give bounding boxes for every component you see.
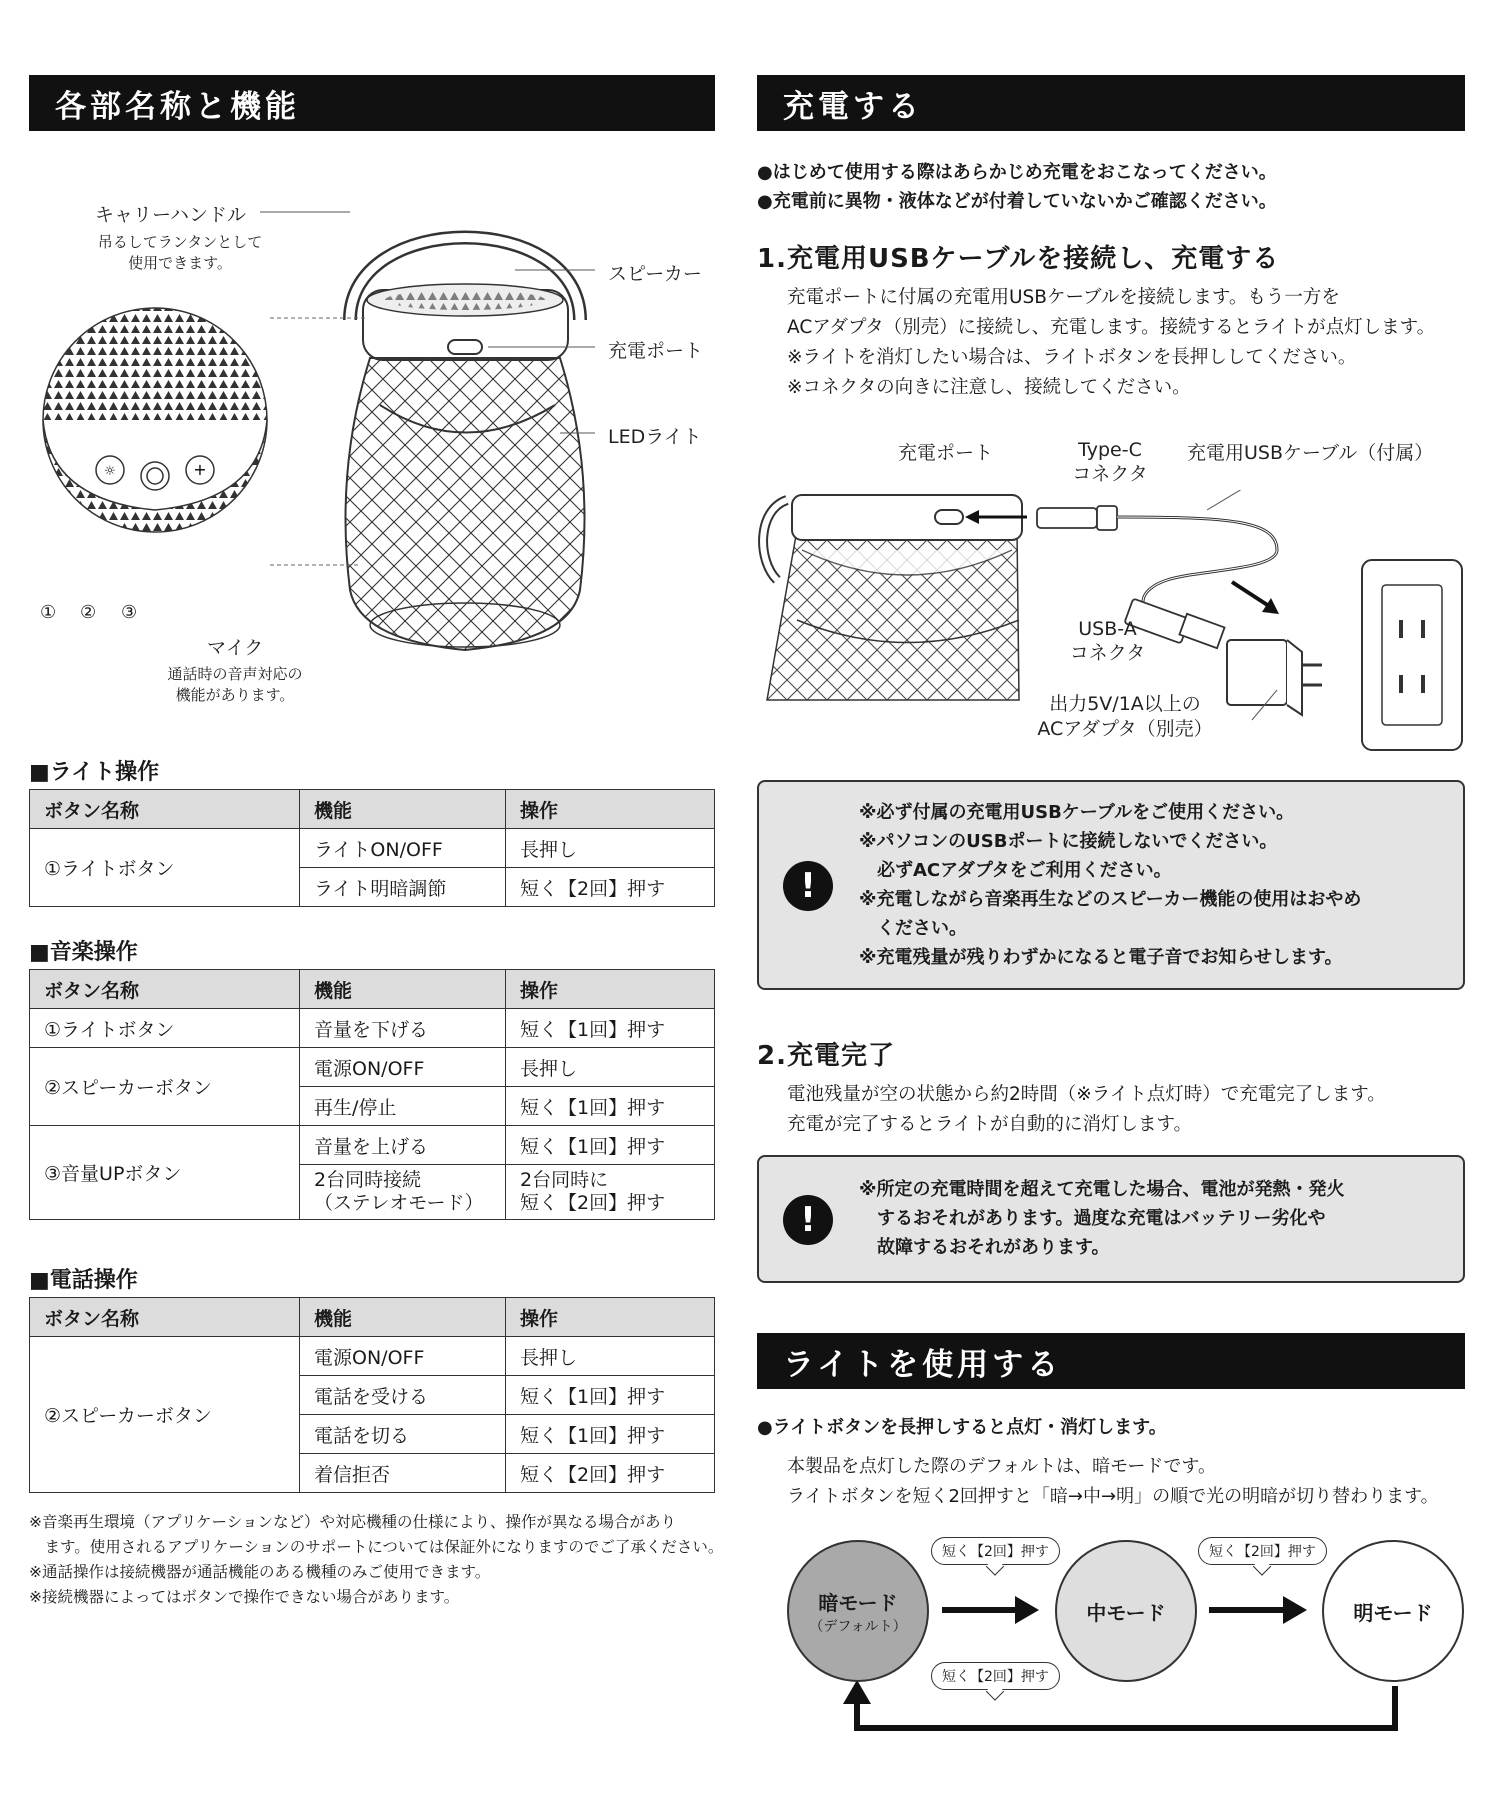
charge-banner: 充電する: [757, 75, 1465, 131]
cell-function-line: （ステレオモード）: [314, 1192, 484, 1214]
music-ops-title: ■音楽操作: [29, 940, 138, 965]
warning-line: ※充電残量が残りわずかになると電子音でお知らせします。: [859, 947, 1343, 968]
cell-function: 電源ON/OFF: [300, 1337, 506, 1376]
step1-body: [787, 283, 1477, 403]
warning-text-1: [859, 798, 1459, 972]
cell-action: 短く【1回】押す: [506, 1376, 715, 1415]
cell-action: 短く【1回】押す: [506, 1126, 715, 1165]
step2-line: 充電が完了するとライトが自動的に消灯します。: [787, 1114, 1192, 1135]
usba-line: USB-A: [1078, 618, 1137, 640]
cell-function-line: 2台同時接続: [314, 1169, 422, 1191]
mode-bright: [1322, 1540, 1464, 1682]
label-port: 充電ポート: [608, 340, 704, 362]
footnote: ます。使用されるアプリケーションのサポートについては保証外になりますのでご了承ください。: [29, 1538, 724, 1556]
cell-function: ライトON/OFF: [300, 829, 506, 868]
diagram-cable-label: 充電用USBケーブル（付属）: [1187, 442, 1434, 464]
svg-text:☼: ☼: [104, 464, 116, 479]
diagram-adapter-label: [1030, 692, 1220, 742]
header-function: 機能: [300, 970, 506, 1009]
light-body: [787, 1452, 1487, 1512]
label-button-2: ②: [80, 602, 97, 623]
typec-line: コネクタ: [1072, 463, 1148, 485]
cell-action: 長押し: [506, 1337, 715, 1376]
warning-line: するおそれがあります。過度な充電はバッテリー劣化や: [859, 1208, 1326, 1229]
exclamation-icon: !: [783, 1195, 833, 1245]
warning-line: 故障するおそれがあります。: [859, 1237, 1110, 1258]
cell-action-line: 短く【2回】押す: [520, 1192, 666, 1214]
mode-name: 明モード: [1353, 1600, 1433, 1625]
warning-line: ※必ず付属の充電用USBケーブルをご使用ください。: [859, 802, 1295, 823]
header-action: 操作: [506, 970, 715, 1009]
footnotes: [29, 1510, 749, 1610]
typec-line: Type-C: [1078, 439, 1142, 461]
header-action: 操作: [506, 1298, 715, 1337]
warning-line: 必ずACアダプタをご利用ください。: [859, 860, 1172, 881]
press-bubble-3: 短く【2回】押す: [931, 1662, 1060, 1690]
label-button-3: ③: [121, 602, 138, 623]
footnote: ※音楽再生環境（アプリケーションなど）や対応機種の仕様により、操作が異なる場合があり: [29, 1513, 676, 1531]
warning-line: ください。: [859, 918, 967, 939]
header-action: 操作: [506, 790, 715, 829]
intro-line: ●はじめて使用する際はあらかじめ充電をおこなってください。: [757, 162, 1277, 183]
label-handle-desc-1: 吊るしてランタンとして: [97, 233, 263, 251]
label-mic: マイク: [207, 637, 264, 659]
press-bubble-1: 短く【2回】押す: [931, 1537, 1060, 1565]
usba-line: コネクタ: [1069, 642, 1146, 664]
warning-text-2: [859, 1175, 1459, 1262]
light-line: 本製品を点灯した際のデフォルトは、暗モードです。: [787, 1456, 1216, 1477]
cell-button: ②スピーカーボタン: [30, 1337, 300, 1493]
warning-line: ※所定の充電時間を超えて充電した場合、電池が発熱・発火: [859, 1179, 1345, 1200]
label-button-1: ①: [40, 602, 57, 623]
cell-action: 短く【1回】押す: [506, 1087, 715, 1126]
cell-function: 電話を切る: [300, 1415, 506, 1454]
mode-name: 中モード: [1086, 1600, 1166, 1625]
exclamation-icon: !: [783, 861, 833, 911]
label-mic-desc-1: 通話時の音声対応の: [167, 665, 303, 683]
cell-function: [300, 1165, 506, 1220]
intro-line: ●充電前に異物・液体などが付着していないかご確認ください。: [757, 191, 1277, 212]
diagram-usba-label: [1060, 617, 1155, 665]
footnote: ※通話操作は接続機器が通話機能のある機種のみご使用できます。: [29, 1563, 491, 1581]
warning-line: ※充電しながら音楽再生などのスピーカー機能の使用はおやめ: [859, 889, 1362, 910]
cell-action: [506, 1165, 715, 1220]
cell-action: 短く【2回】押す: [506, 1454, 715, 1493]
cell-action: 長押し: [506, 1048, 715, 1087]
light-ops-table: [29, 789, 715, 907]
parts-banner: 各部名称と機能: [29, 75, 715, 131]
cell-button: ②スピーカーボタン: [30, 1048, 300, 1126]
diagram-port-label: 充電ポート: [898, 442, 994, 464]
cell-function: 音量を上げる: [300, 1126, 506, 1165]
adapter-line: 出力5V/1A以上の: [1049, 693, 1201, 715]
cell-action: 短く【1回】押す: [506, 1009, 715, 1048]
warning-box-2: [757, 1155, 1465, 1283]
cell-function: 着信拒否: [300, 1454, 506, 1493]
step1-line: ※ライトを消灯したい場合は、ライトボタンを長押ししてください。: [787, 347, 1357, 368]
label-handle: キャリーハンドル: [95, 204, 247, 226]
cell-function: 再生/停止: [300, 1087, 506, 1126]
label-handle-desc-2: 使用できます。: [128, 254, 232, 272]
light-banner: ライトを使用する: [757, 1333, 1465, 1389]
cell-action: 長押し: [506, 829, 715, 868]
cell-button: ③音量UPボタン: [30, 1126, 300, 1220]
cell-function: 電源ON/OFF: [300, 1048, 506, 1087]
label-led: LEDライト: [608, 426, 702, 448]
header-button: ボタン名称: [30, 790, 300, 829]
step1-line: 充電ポートに付属の充電用USBケーブルを接続します。もう一方を: [787, 287, 1340, 308]
warning-line: ※パソコンのUSBポートに接続しないでください。: [859, 831, 1278, 852]
adapter-line: ACアダプタ（別売）: [1037, 718, 1213, 740]
cell-action: 短く【2回】押す: [506, 868, 715, 907]
warning-box-1: [757, 780, 1465, 990]
header-button: ボタン名称: [30, 1298, 300, 1337]
header-function: 機能: [300, 790, 506, 829]
music-ops-table: [29, 969, 715, 1220]
cell-action: 短く【1回】押す: [506, 1415, 715, 1454]
cell-button: ①ライトボタン: [30, 829, 300, 907]
step1-title: 1.充電用USBケーブルを接続し、充電する: [757, 244, 1280, 274]
press-bubble-2: 短く【2回】押す: [1198, 1537, 1327, 1565]
header-button: ボタン名称: [30, 970, 300, 1009]
label-mic-desc-2: 機能があります。: [175, 686, 295, 704]
phone-ops-title: ■電話操作: [29, 1268, 138, 1293]
mode-medium: [1055, 1540, 1197, 1682]
svg-text:+: +: [193, 460, 207, 479]
cell-function: 音量を下げる: [300, 1009, 506, 1048]
light-line: ライトボタンを短く2回押すと「暗→中→明」の順で光の明暗が切り替わります。: [787, 1486, 1439, 1507]
step2-title: 2.充電完了: [757, 1041, 895, 1071]
light-bullet: ●ライトボタンを長押しすると点灯・消灯します。: [757, 1417, 1167, 1438]
charge-intro: [757, 158, 1277, 216]
diagram-typec-label: [1065, 438, 1155, 486]
header-function: 機能: [300, 1298, 506, 1337]
cell-function: ライト明暗調節: [300, 868, 506, 907]
footnote: ※接続機器によってはボタンで操作できない場合があります。: [29, 1588, 460, 1606]
mode-dark: [787, 1540, 929, 1682]
mode-name: 暗モード: [818, 1590, 898, 1615]
light-ops-title: ■ライト操作: [29, 760, 160, 785]
step1-line: ※コネクタの向きに注意し、接続してください。: [787, 377, 1191, 398]
cell-function: 電話を受ける: [300, 1376, 506, 1415]
label-speaker: スピーカー: [608, 263, 702, 285]
cell-action-line: 2台同時に: [520, 1169, 609, 1191]
mode-sub: （デフォルト）: [809, 1618, 907, 1635]
phone-ops-table: [29, 1297, 715, 1493]
step1-line: ACアダプタ（別売）に接続し、充電します。接続するとライトが点灯します。: [787, 317, 1436, 338]
step2-line: 電池残量が空の状態から約2時間（※ライト点灯時）で充電完了します。: [787, 1084, 1386, 1105]
step2-body: [787, 1080, 1477, 1140]
cell-button: ①ライトボタン: [30, 1009, 300, 1048]
